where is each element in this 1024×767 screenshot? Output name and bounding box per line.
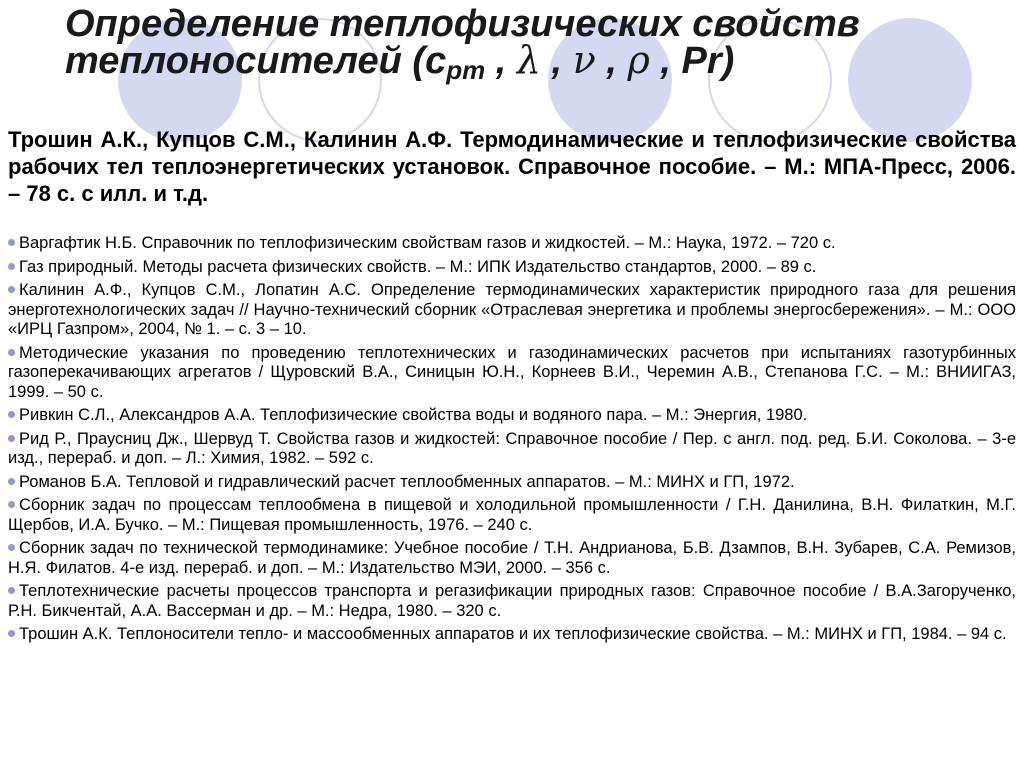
- bullet-icon: [8, 478, 15, 485]
- list-item: [8, 496, 1016, 535]
- reference-text: Трошин А.К. Теплоносители тепло- и массообменных аппаратов и их теплофизические свойства. – М.: МИНХ и ГП, 1984. – 94 с.: [19, 625, 1007, 643]
- list-item: [8, 539, 1016, 578]
- list-item: [8, 281, 1016, 340]
- bullet-icon: [8, 544, 15, 551]
- slide-title: [65, 3, 965, 88]
- nu-symbol: ν: [572, 38, 596, 82]
- bullet-icon: [8, 263, 15, 270]
- bullet-icon: [8, 239, 15, 246]
- title-separator: ,: [485, 40, 517, 82]
- bullet-icon: [8, 435, 15, 442]
- reference-text: Сборник задач по процессам теплообмена в пищевой и холодильной промышленности / Г.Н. Данилина, В.Н. Филаткин, М.Г. Щербов, И.А. Бучко. – М.: Пищевая промышленность, 1976. – 240 с.: [8, 496, 1016, 534]
- reference-text: Сборник задач по технической термодинамике: Учебное пособие / Т.Н. Андрианова, Б.В. Дзампов, В.Н. Зубарев, С.А. Ремизов, Н.Я. Филатов. 4-е изд. перераб. и доп. – М.: Издательство МЭИ, 2000. – 356 с.: [8, 539, 1016, 577]
- reference-text: Теплотехнические расчеты процессов транспорта и регазификации природных газов: Справочное пособие / В.А.Загорученко, Р.Н. Бикчентай, А.А. Вассерман и др. – М.: Недра, 1980. – 320 с.: [8, 582, 1016, 620]
- list-item: [8, 234, 1016, 254]
- reference-list: [8, 234, 1016, 649]
- title-line2-prefix: теплоносителей (c: [65, 40, 447, 82]
- list-item: [8, 430, 1016, 469]
- bullet-icon: [8, 349, 15, 356]
- bullet-icon: [8, 630, 15, 637]
- bullet-icon: [8, 501, 15, 508]
- list-item: [8, 258, 1016, 278]
- reference-text: Калинин А.Ф., Купцов С.М., Лопатин А.С. Определение термодинамических характеристик природного газа для решения энерготехнологических задач // Научно-технический сборник «Отраслевая энергетика и проблемы энергосбережения». – М.: ООО «ИРЦ Газпром», 2004, № 1. – с. 3 – 10.: [8, 281, 1016, 338]
- title-separator: ,: [595, 40, 628, 82]
- main-reference: Трошин А.К., Купцов С.М., Калинин А.Ф. Термодинамические и теплофизические свойства рабочих тел теплоэнергетических установок. Справочное пособие. – М.: МПА-Пресс, 2006. – 78 с. с илл. и т.д.: [8, 127, 1016, 206]
- list-item: [8, 473, 1016, 493]
- title-subscript: pm: [446, 55, 486, 85]
- list-item: [8, 406, 1016, 426]
- bullet-icon: [8, 286, 15, 293]
- reference-text: Газ природный. Методы расчета физических свойств. – М.: ИПК Издательство стандартов, 2000. – 89 с.: [19, 257, 817, 276]
- reference-text: Варгафтик Н.Б. Справочник по теплофизическим свойствам газов и жидкостей. – М.: Наука, 1972. – 720 с.: [19, 234, 836, 252]
- list-item: [8, 582, 1016, 621]
- list-item: [8, 344, 1016, 403]
- lambda-symbol: λ: [516, 38, 541, 82]
- reference-text: Ривкин С.Л., Александров А.А. Теплофизические свойства воды и водяного пара. – М.: Энергия, 1980.: [19, 406, 808, 424]
- title-line1: Определение теплофизических свойств: [65, 3, 860, 45]
- title-separator: ,: [541, 40, 573, 82]
- reference-text: Романов Б.А. Тепловой и гидравлический расчет теплообменных аппаратов. – М.: МИНХ и ГП, 1972.: [19, 472, 795, 491]
- reference-text: Рид Р., Праусниц Дж., Шервуд Т. Свойства газов и жидкостей: Справочное пособие / Пер. с англ. под. ред. Б.И. Соколова. – 3-е изд., перераб. и доп. – Л.: Химия, 1982. – 592 с.: [8, 429, 1016, 467]
- title-line2-suffix: , Pr): [649, 40, 735, 82]
- bullet-icon: [8, 411, 15, 418]
- list-item: [8, 625, 1016, 645]
- bullet-icon: [8, 587, 15, 594]
- reference-text: Методические указания по проведению теплотехнических и газодинамических расчетов при испытаниях газотурбинных газоперекачивающих агрегатов / Щуровский В.А., Синицын Ю.Н., Корнеев В.И., Черемин А.В., Степанова Г.С. – М.: ВНИИГАЗ, 1999. – 50 с.: [8, 343, 1016, 401]
- rho-symbol: ρ: [627, 38, 650, 82]
